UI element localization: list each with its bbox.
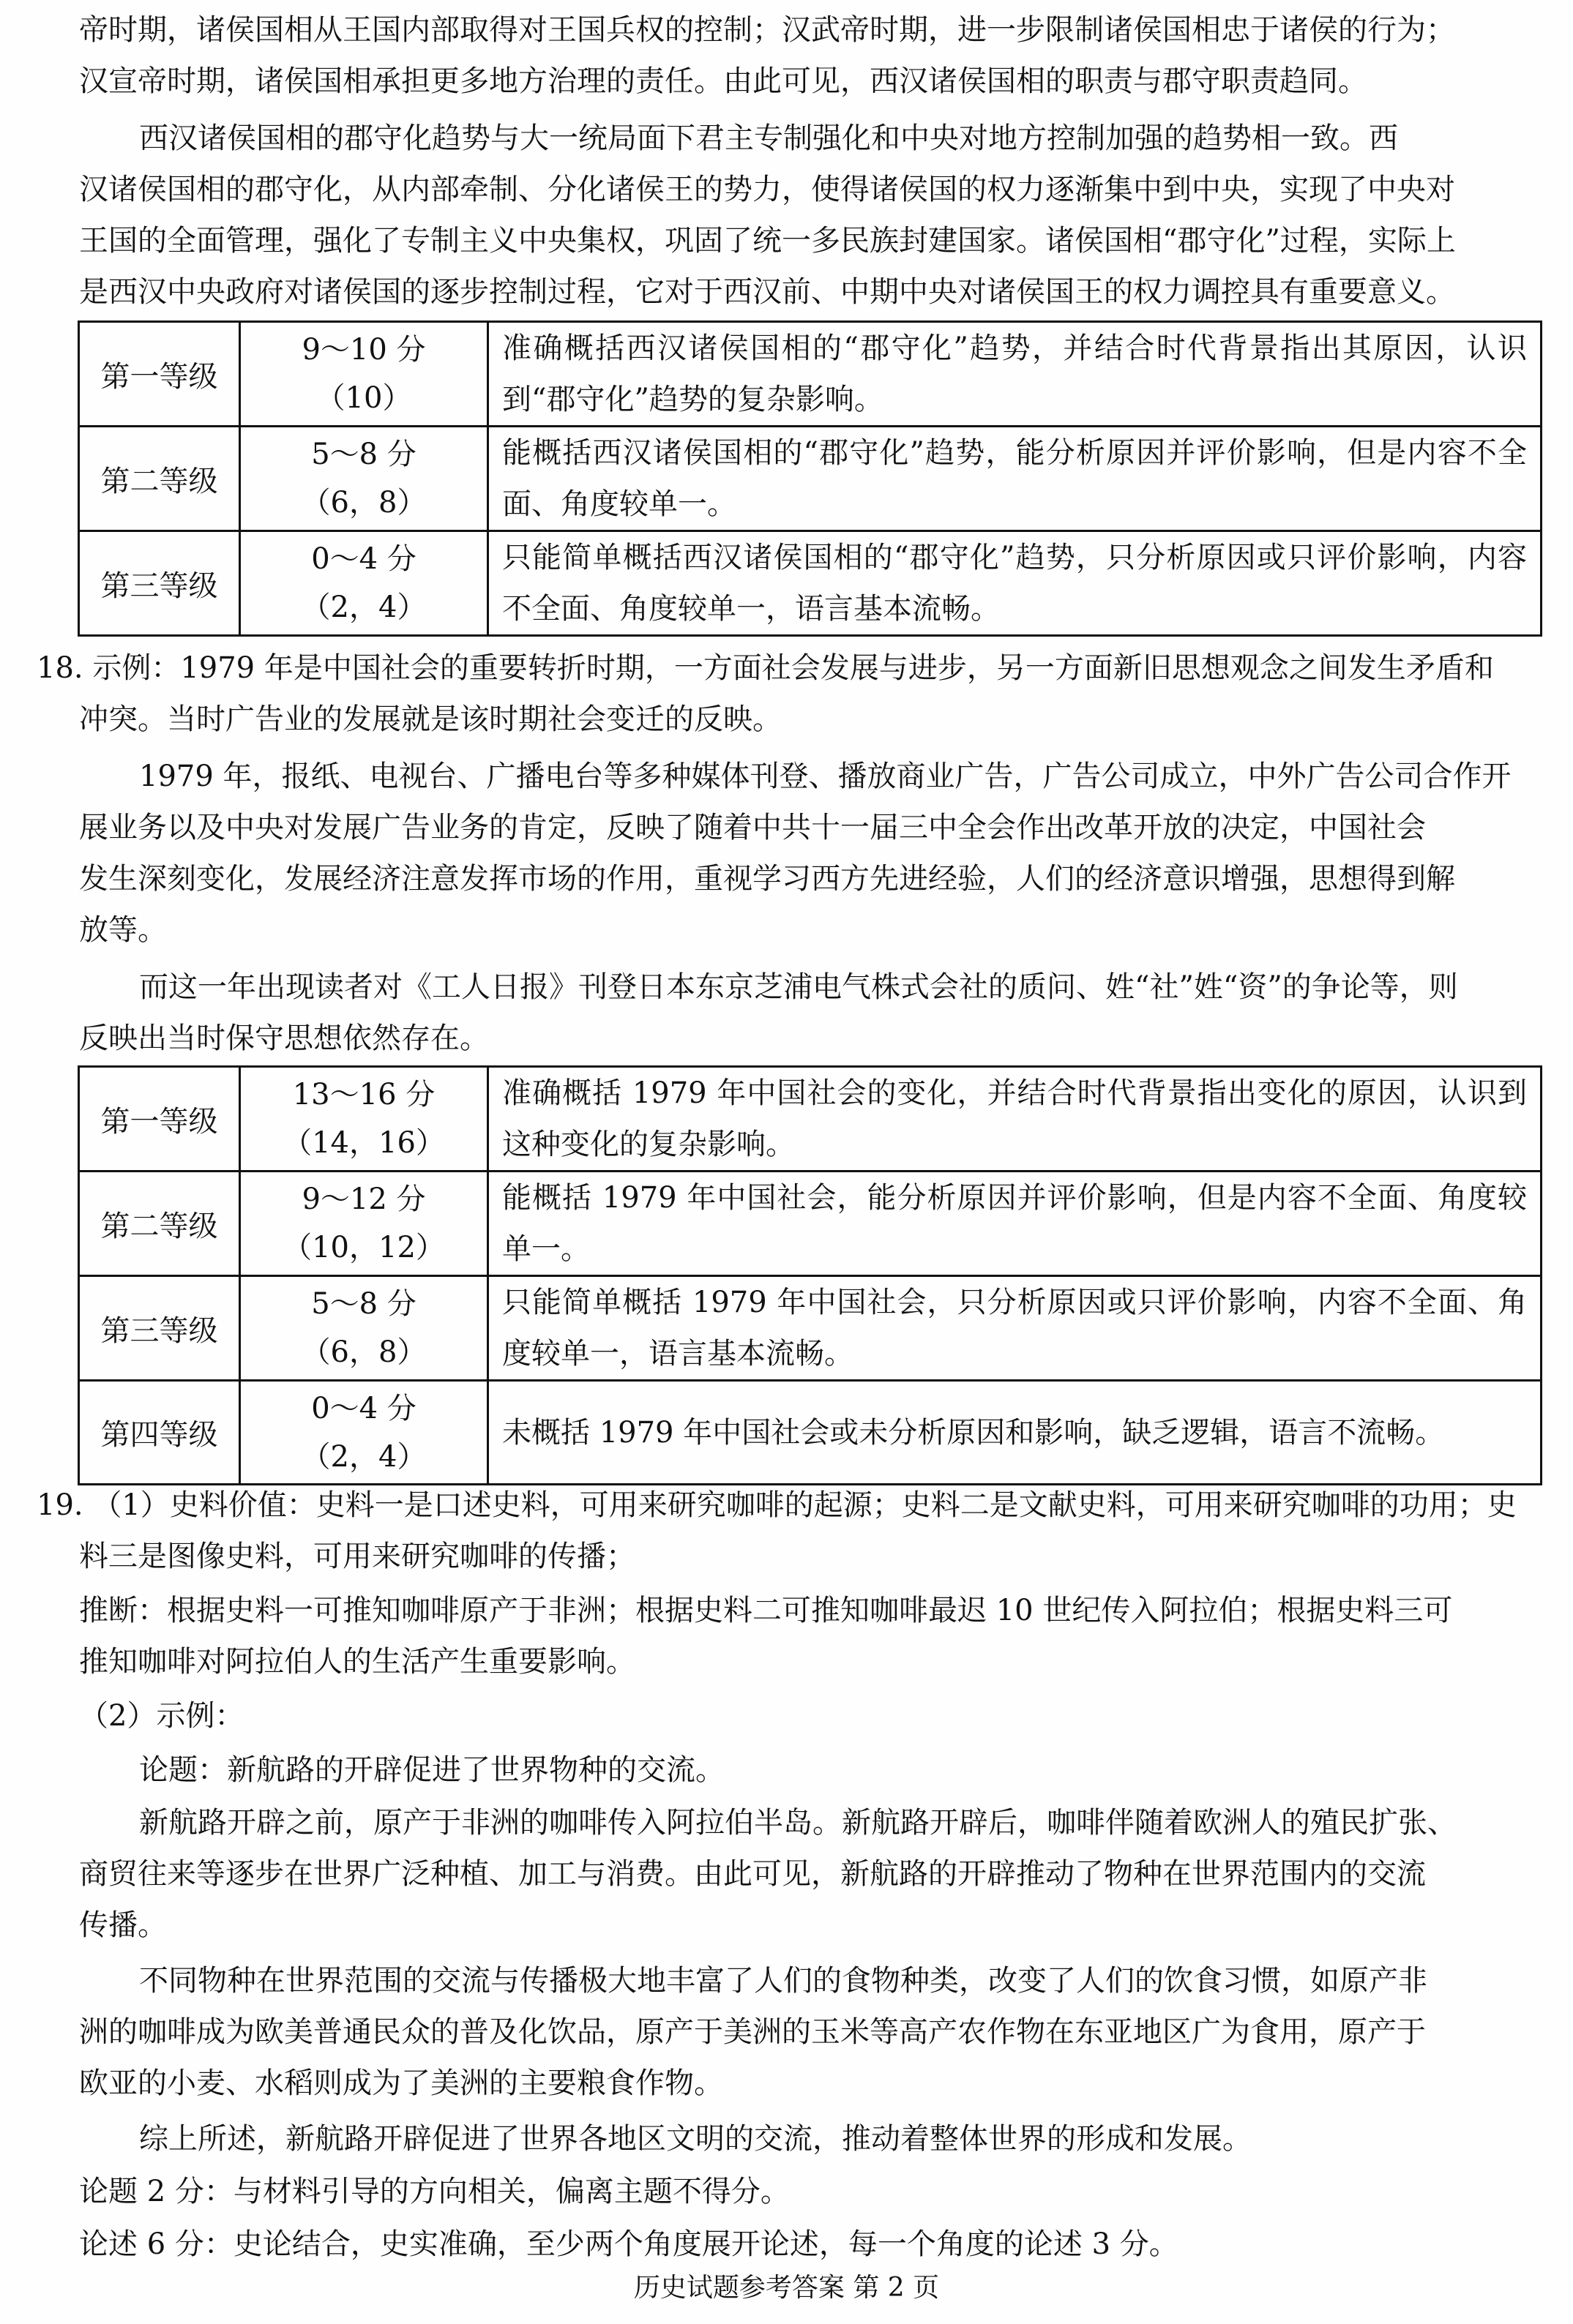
grade-level: 第三等级	[79, 531, 240, 636]
text-line: 推知咖啡对阿拉伯人的生活产生重要影响。	[79, 1645, 635, 1679]
score-range: 9～10 分	[302, 333, 426, 367]
thesis-line: 论题：新航路的开辟促进了世界物种的交流。	[139, 1753, 725, 1787]
grade-score	[240, 1067, 488, 1172]
grade-description: 能概括 1979 年中国社会，能分析原因并评价影响，但是内容不全面、角度较单一。	[488, 1172, 1542, 1276]
text-line: 放等。	[79, 913, 167, 947]
grade-description: 准确概括 1979 年中国社会的变化，并结合时代背景指出变化的原因，认识到这种变化的复杂影响。	[488, 1067, 1542, 1172]
text-line: 展业务以及中央对发展广告业务的肯定，反映了随着中共十一届三中全会作出改革开放的决定，中国社会	[79, 811, 1426, 844]
score-points: （14，16）	[283, 1126, 445, 1160]
grade-score	[240, 1172, 488, 1276]
text-line: 1979 年，报纸、电视台、广播电台等多种媒体刊登、播放商业广告，广告公司成立，中外广告公司合作开	[139, 760, 1512, 793]
table-row	[79, 1172, 1542, 1276]
text-line: 汉诸侯国相的郡守化，从内部牵制、分化诸侯王的势力，使得诸侯国的权力逐渐集中到中央，实现了中央对	[79, 173, 1455, 206]
grade-score	[240, 531, 488, 636]
text-line: 洲的咖啡成为欧美普通民众的普及化饮品，原产于美洲的玉米等高产农作物在东亚地区广为食用，原产于	[79, 2015, 1426, 2049]
table-row	[79, 1067, 1542, 1172]
table-row	[79, 322, 1542, 427]
grade-description: 准确概括西汉诸侯国相的“郡守化”趋势，并结合时代背景指出其原因，认识到“郡守化”趋势的复杂影响。	[488, 322, 1542, 427]
score-points: （6，8）	[301, 1335, 427, 1369]
grade-level: 第四等级	[79, 1381, 240, 1485]
text-line: 帝时期，诸侯国相从王国内部取得对王国兵权的控制；汉武帝时期，进一步限制诸侯国相忠于诸侯的行为；	[79, 13, 1455, 47]
text-line: 商贸往来等逐步在世界广泛种植、加工与消费。由此可见，新航路的开辟推动了物种在世界范围内的交流	[79, 1857, 1426, 1891]
grading-table-q17	[78, 321, 1542, 637]
grade-score	[240, 1276, 488, 1381]
text-line: 综上所述，新航路开辟促进了世界各地区文明的交流，推动着整体世界的形成和发展。	[139, 2122, 1252, 2156]
text-line: 而这一年出现读者对《工人日报》刊登日本东京芝浦电气株式会社的质问、姓“社”姓“资”的争论等，则	[139, 970, 1458, 1004]
text-line: 新航路开辟之前，原产于非洲的咖啡传入阿拉伯半岛。新航路开辟后，咖啡伴随着欧洲人的殖民扩张、	[139, 1806, 1457, 1840]
score-points: （10）	[315, 381, 412, 415]
text-line: 料三是图像史料，可用来研究咖啡的传播；	[79, 1540, 635, 1573]
grade-score	[240, 427, 488, 531]
score-points: （2，4）	[301, 591, 427, 624]
grade-level: 第二等级	[79, 1172, 240, 1276]
grade-level: 第一等级	[79, 322, 240, 427]
grade-score	[240, 322, 488, 427]
table-row	[79, 531, 1542, 636]
score-range: 0～4 分	[311, 542, 416, 576]
text-line: 反映出当时保守思想依然存在。	[79, 1022, 489, 1055]
text-line: 王国的全面管理，强化了专制主义中央集权，巩固了统一多民族封建国家。诸侯国相“郡守化”过程，实际上	[79, 224, 1456, 258]
grade-description: 能概括西汉诸侯国相的“郡守化”趋势，能分析原因并评价影响，但是内容不全面、角度较单一。	[488, 427, 1542, 531]
grade-description: 未概括 1979 年中国社会或未分析原因和影响，缺乏逻辑，语言不流畅。	[488, 1381, 1542, 1485]
score-points: （2，4）	[301, 1439, 427, 1474]
table-row	[79, 1381, 1542, 1485]
score-points: （10，12）	[283, 1231, 445, 1264]
grade-level: 第三等级	[79, 1276, 240, 1381]
score-range: 5～8 分	[311, 438, 416, 471]
table-row	[79, 1276, 1542, 1381]
score-points: （6，8）	[301, 486, 427, 520]
text-line: 是西汉中央政府对诸侯国的逐步控制过程，它对于西汉前、中期中央对诸侯国王的权力调控具有重要意义。	[79, 275, 1455, 309]
grade-level: 第二等级	[79, 427, 240, 531]
page-footer: 历史试题参考答案 第 2 页	[633, 2273, 940, 2303]
text-line: 推断：根据史料一可推知咖啡原产于非洲；根据史料二可推知咖啡最迟 10 世纪传入阿拉伯；根据史料三可	[79, 1594, 1453, 1627]
text-line: 汉宣帝时期，诸侯国相承担更多地方治理的责任。由此可见，西汉诸侯国相的职责与郡守职责趋同。	[79, 64, 1367, 98]
question-19-line: 19. （1）史料价值：史料一是口述史料，可用来研究咖啡的起源；史料二是文献史料，可用来研究咖啡的功用；史	[37, 1488, 1517, 1522]
grade-level: 第一等级	[79, 1067, 240, 1172]
text-line: 欧亚的小麦、水稻则成为了美洲的主要粮食作物。	[79, 2066, 723, 2100]
question-18-line: 18. 示例：1979 年是中国社会的重要转折时期，一方面社会发展与进步，另一方面新旧思想观念之间发生矛盾和	[37, 651, 1494, 685]
scoring-note: 论述 6 分：史论结合，史实准确，至少两个角度展开论述，每一个角度的论述 3 分。	[79, 2227, 1178, 2261]
grading-table-q18	[78, 1065, 1542, 1485]
score-range: 13～16 分	[292, 1078, 436, 1112]
grade-description: 只能简单概括 1979 年中国社会，只分析原因或只评价影响，内容不全面、角度较单一，语言基本流畅。	[488, 1276, 1542, 1381]
score-range: 9～12 分	[302, 1182, 426, 1216]
text-line: 传播。	[79, 1908, 167, 1942]
text-line: 不同物种在世界范围的交流与传播极大地丰富了人们的食物种类，改变了人们的饮食习惯，如原产非	[139, 1964, 1427, 1998]
text-line: （2）示例：	[79, 1699, 244, 1733]
grade-score	[240, 1381, 488, 1485]
score-range: 5～8 分	[311, 1287, 416, 1321]
grade-description: 只能简单概括西汉诸侯国相的“郡守化”趋势，只分析原因或只评价影响，内容不全面、角度较单一，语言基本流畅。	[488, 531, 1542, 636]
text-line: 发生深刻变化，发展经济注意发挥市场的作用，重视学习西方先进经验，人们的经济意识增强，思想得到解	[79, 862, 1455, 896]
text-line: 冲突。当时广告业的发展就是该时期社会变迁的反映。	[79, 702, 782, 736]
table-row	[79, 427, 1542, 531]
scoring-note: 论题 2 分：与材料引导的方向相关，偏离主题不得分。	[79, 2175, 790, 2208]
text-line: 西汉诸侯国相的郡守化趋势与大一统局面下君主专制强化和中央对地方控制加强的趋势相一致。西	[139, 121, 1398, 155]
score-range: 0～4 分	[311, 1391, 416, 1425]
